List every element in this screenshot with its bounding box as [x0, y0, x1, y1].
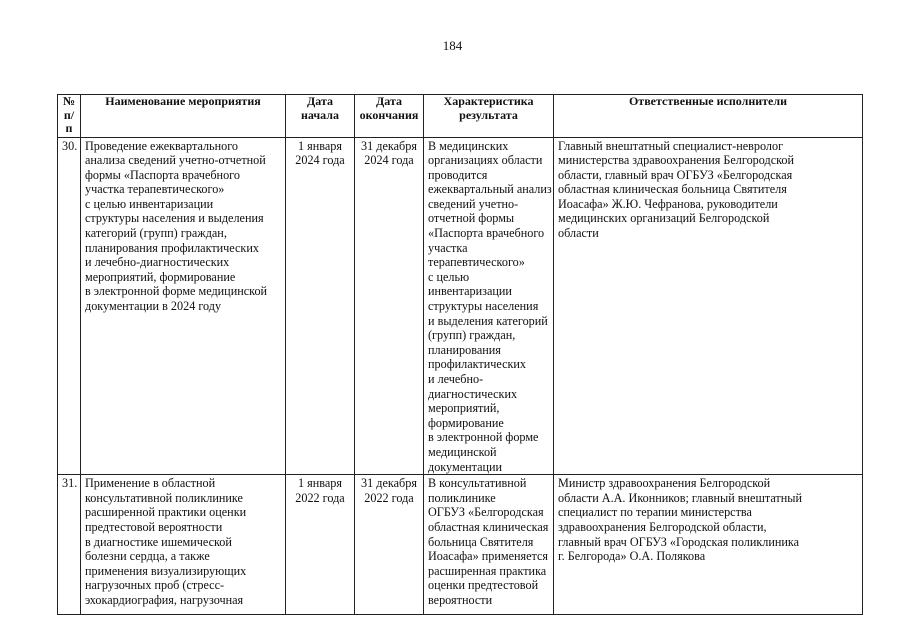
text-line: эхокардиография, нагрузочная [85, 592, 244, 607]
text-line: Проведение ежеквартального [85, 138, 239, 153]
header-result: Характеристика результата [424, 95, 554, 138]
text-line: специалист по терапии министерства [558, 505, 752, 520]
text-line: Иоасафа» Ж.Ю. Чефранова, руководители [558, 196, 778, 211]
table-header-row [58, 95, 863, 138]
row-responsible [554, 137, 863, 475]
row-result [424, 475, 554, 615]
text-line: профилактических [428, 357, 527, 372]
text-line: и лечебно-диагностических [85, 255, 230, 270]
text-line: и лечебно- [428, 372, 484, 386]
page-number: 184 [442, 38, 463, 53]
text-line: категорий (групп) граждан, [85, 226, 227, 241]
row-name [81, 475, 286, 615]
text-line: оценки предтестовой [428, 578, 539, 593]
text-line: проводится [428, 167, 488, 182]
text-line: 2022 года [364, 490, 414, 505]
row-end-date [355, 475, 424, 615]
text-line: 2022 года [295, 490, 345, 505]
header-end-date: Дата окончания [355, 95, 424, 138]
row-num: 31. [58, 475, 81, 615]
text-line: предтестовой вероятности [85, 519, 223, 534]
header-name: Наименование мероприятия [81, 95, 286, 138]
text-line: расширенная практика [428, 563, 547, 578]
text-line: Иоасафа» применяется [428, 549, 549, 564]
text-line: организациях области [428, 153, 543, 168]
text-line: в электронной форме [428, 430, 539, 445]
text-line: 1 января [298, 476, 342, 491]
text-line: 31 декабря [361, 476, 417, 491]
header-start-date: Дата начала [286, 95, 355, 138]
row-num: 30. [58, 137, 81, 475]
text-line: области [558, 226, 599, 241]
text-line: поликлинике [428, 490, 496, 505]
text-line: мероприятий, [428, 401, 500, 416]
text-line: больница Святителя [428, 534, 534, 549]
text-line: здравоохранения Белгородской области, [558, 519, 767, 534]
text-line: нагрузочных проб (стресс- [85, 578, 225, 593]
text-line: планирования профилактических [85, 240, 259, 255]
text-line: ежеквартальный анализ [428, 182, 552, 197]
text-line: Применение в областной [85, 476, 216, 491]
text-line: структуры населения и выделения [85, 211, 264, 226]
text-line: В медицинских [428, 138, 509, 153]
row-start-date [286, 137, 355, 475]
text-line: структуры населения [428, 299, 539, 314]
text-line: формы «Паспорта врачебного [85, 167, 240, 182]
text-line: с целью [428, 269, 470, 284]
text-line: медицинской [428, 444, 497, 459]
text-line: в электронной форме медицинской [85, 284, 268, 299]
text-line: болезни сердца, а также [85, 549, 210, 564]
text-line: 31 декабря [361, 138, 417, 153]
text-line: 2024 года [364, 153, 414, 168]
table-row [58, 475, 863, 615]
text-line: документации [428, 459, 503, 474]
text-line: отчетной формы [428, 211, 515, 226]
text-line: участка терапевтического» [85, 182, 225, 197]
row-result [424, 137, 554, 475]
text-line: консультативной поликлинике [85, 490, 243, 505]
text-line: вероятности [428, 592, 493, 607]
row-responsible [554, 475, 863, 615]
text-line: В консультативной [428, 476, 527, 491]
text-line: мероприятий, формирование [85, 269, 236, 284]
text-line: 2024 года [295, 153, 345, 168]
text-line: областная клиническая больница Святителя [558, 182, 787, 197]
text-line: области, главный врач ОГБУЗ «Белгородская [558, 167, 793, 182]
text-line: 1 января [298, 138, 342, 153]
text-line: Министр здравоохранения Белгородской [558, 476, 771, 491]
text-line: (групп) граждан, [428, 328, 516, 343]
text-line: применения визуализирующих [85, 563, 247, 578]
text-line: г. Белгорода» О.А. Полякова [558, 549, 706, 564]
header-responsible: Ответственные исполнители [554, 95, 863, 138]
text-line: министерства здравоохранения Белгородской [558, 153, 795, 168]
text-line: области А.А. Иконников; главный внештатный [558, 490, 802, 505]
text-line: сведений учетно- [428, 196, 519, 211]
row-start-date [286, 475, 355, 615]
text-line: анализа сведений учетно-отчетной [85, 153, 266, 168]
text-line: главный врач ОГБУЗ «Городская поликлиника [558, 534, 800, 549]
row-end-date [355, 137, 424, 475]
text-line: с целью инвентаризации [85, 196, 214, 211]
text-line: ОГБУЗ «Белгородская [428, 505, 544, 520]
text-line: и выделения категорий [428, 313, 548, 328]
text-line: в диагностике ишемической [85, 534, 232, 549]
text-line: Главный внештатный специалист-невролог [558, 138, 784, 153]
text-line: участка [428, 240, 468, 255]
activities-table [57, 94, 863, 615]
text-line: формирование [428, 415, 504, 430]
text-line: документации в 2024 году [85, 299, 222, 314]
table-row [58, 137, 863, 475]
text-line: «Паспорта врачебного [428, 226, 545, 241]
text-line: расширенной практики оценки [85, 505, 247, 520]
row-name [81, 137, 286, 475]
text-line: медицинских организаций Белгородской [558, 211, 770, 226]
text-line: планирования [428, 342, 501, 357]
text-line: терапевтического» [428, 255, 525, 270]
text-line: областная клиническая [428, 519, 549, 534]
text-line: диагностических [428, 386, 518, 401]
header-num: № п/п [58, 95, 81, 138]
text-line: инвентаризации [428, 284, 512, 299]
